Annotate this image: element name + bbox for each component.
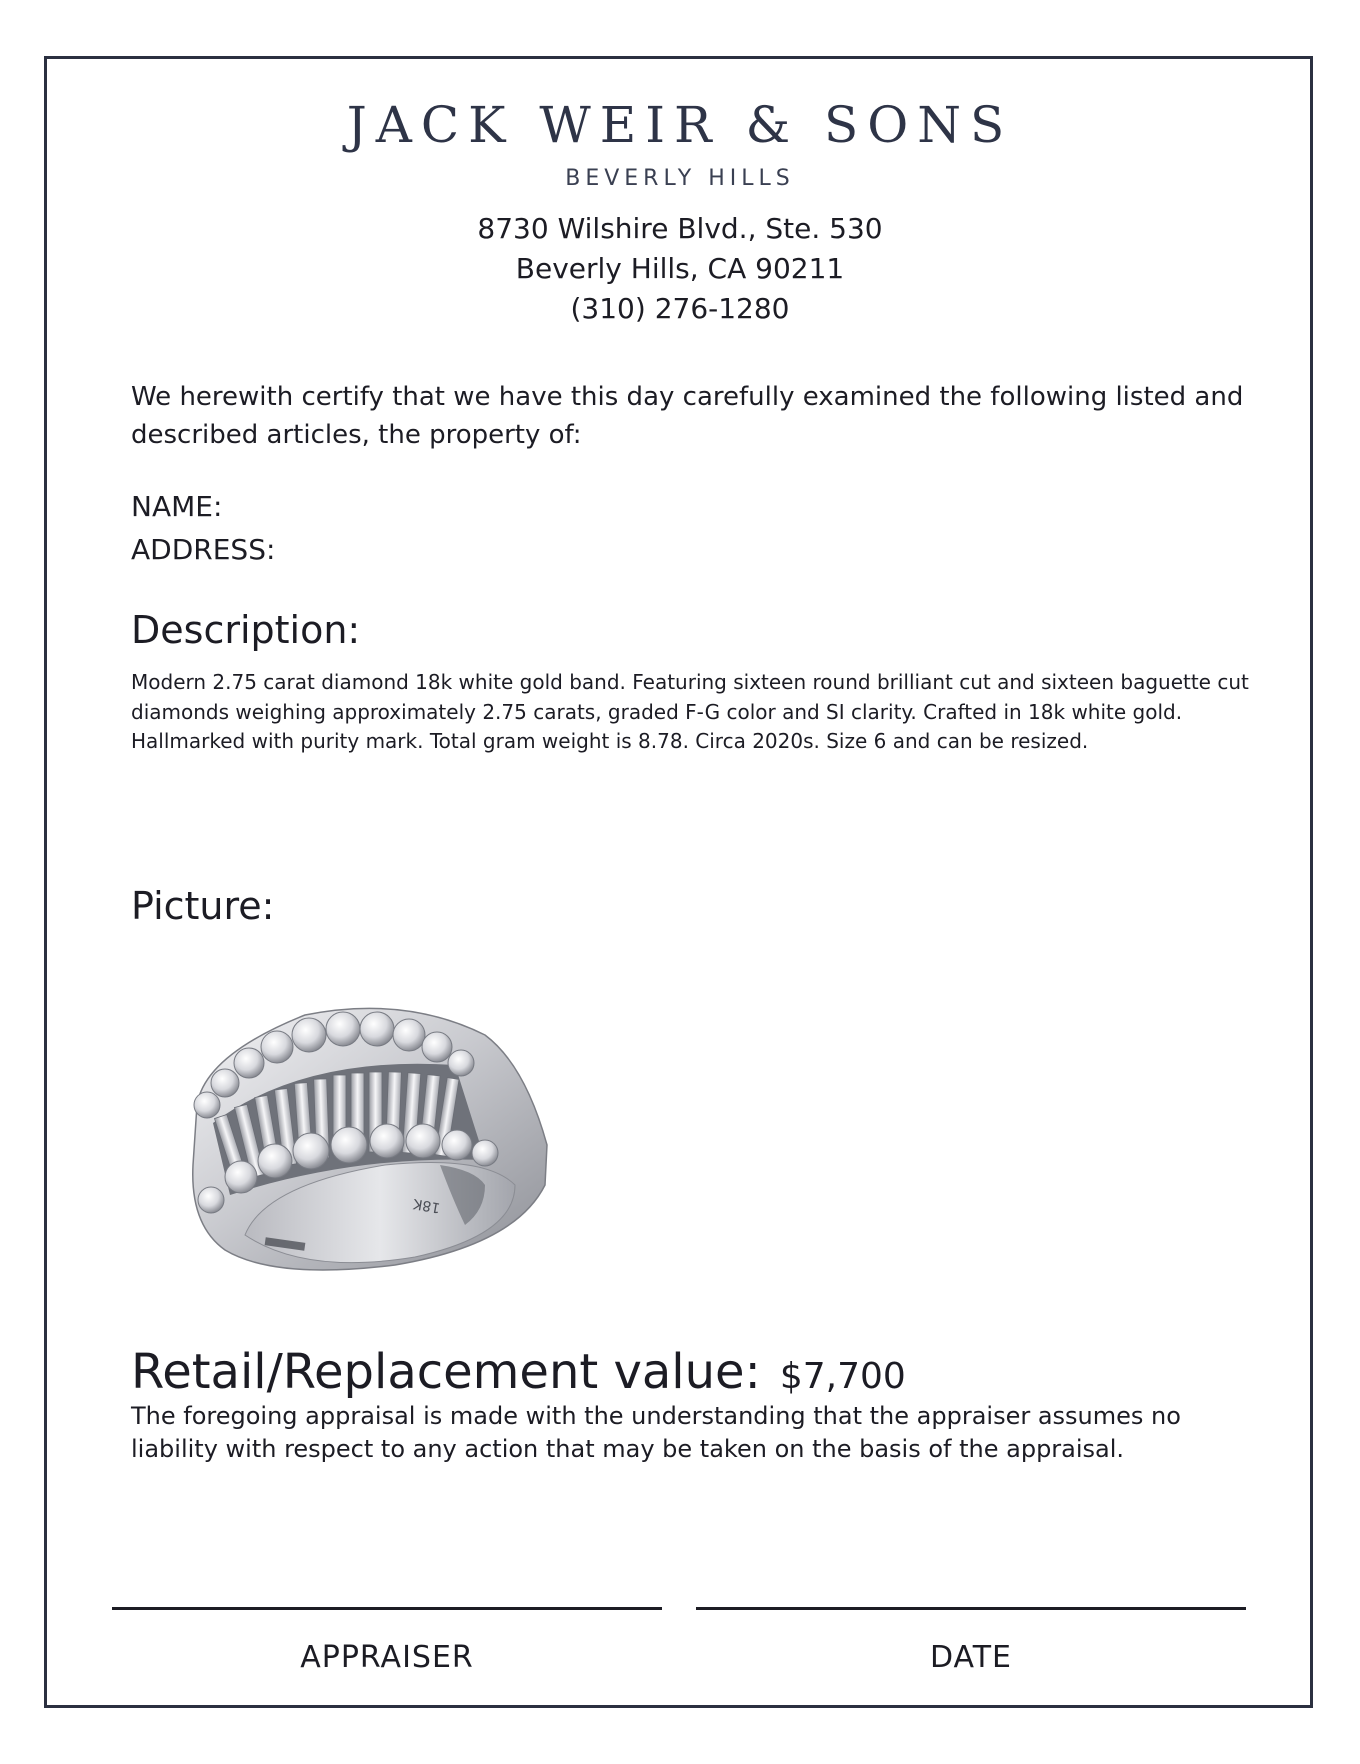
date-signature-line xyxy=(696,1607,1246,1610)
appraiser-signature-line xyxy=(112,1607,662,1610)
address-label: ADDRESS: xyxy=(131,533,276,566)
appraiser-label: APPRAISER xyxy=(300,1640,474,1675)
liability-disclaimer: The foregoing appraisal is made with the understanding that the appraiser assumes no liability with respect to any action that may be taken on the basis of the appraisal. xyxy=(131,1402,1181,1463)
date-label: DATE xyxy=(929,1640,1013,1675)
retail-value-amount: $7,700 xyxy=(779,1356,906,1397)
address-line-1: 8730 Wilshire Blvd., Ste. 530 xyxy=(477,212,883,245)
description-heading: Description: xyxy=(131,608,361,652)
ring-hallmark: 18K xyxy=(412,1195,442,1216)
retail-value-line xyxy=(131,1344,906,1400)
brand-logo-text: JACK WEIR & SONS xyxy=(346,96,1014,154)
address-line-2: Beverly Hills, CA 90211 xyxy=(515,252,845,285)
ring-photo xyxy=(185,995,555,1285)
phone-number: (310) 276-1280 xyxy=(570,292,790,325)
picture-heading: Picture: xyxy=(131,884,275,928)
certification-intro: We herewith certify that we have this day carefully examined the following listed and described articles, the property of: xyxy=(131,382,1244,450)
description-text: Modern 2.75 carat diamond 18k white gold band. Featuring sixteen round brilliant cut and sixteen baguette cut diamonds weighing approximately 2.75 carats, graded F-G color and SI clarity. Crafted in 18k white gold. Hallmarked with purity mark. Total gram weight is 8.78. Circa 2020s. Size 6 and can be resized. xyxy=(131,670,1249,753)
retail-value-label: Retail/Replacement value: xyxy=(131,1344,761,1400)
name-label: NAME: xyxy=(131,490,223,523)
brand-location: BEVERLY HILLS xyxy=(565,166,795,191)
